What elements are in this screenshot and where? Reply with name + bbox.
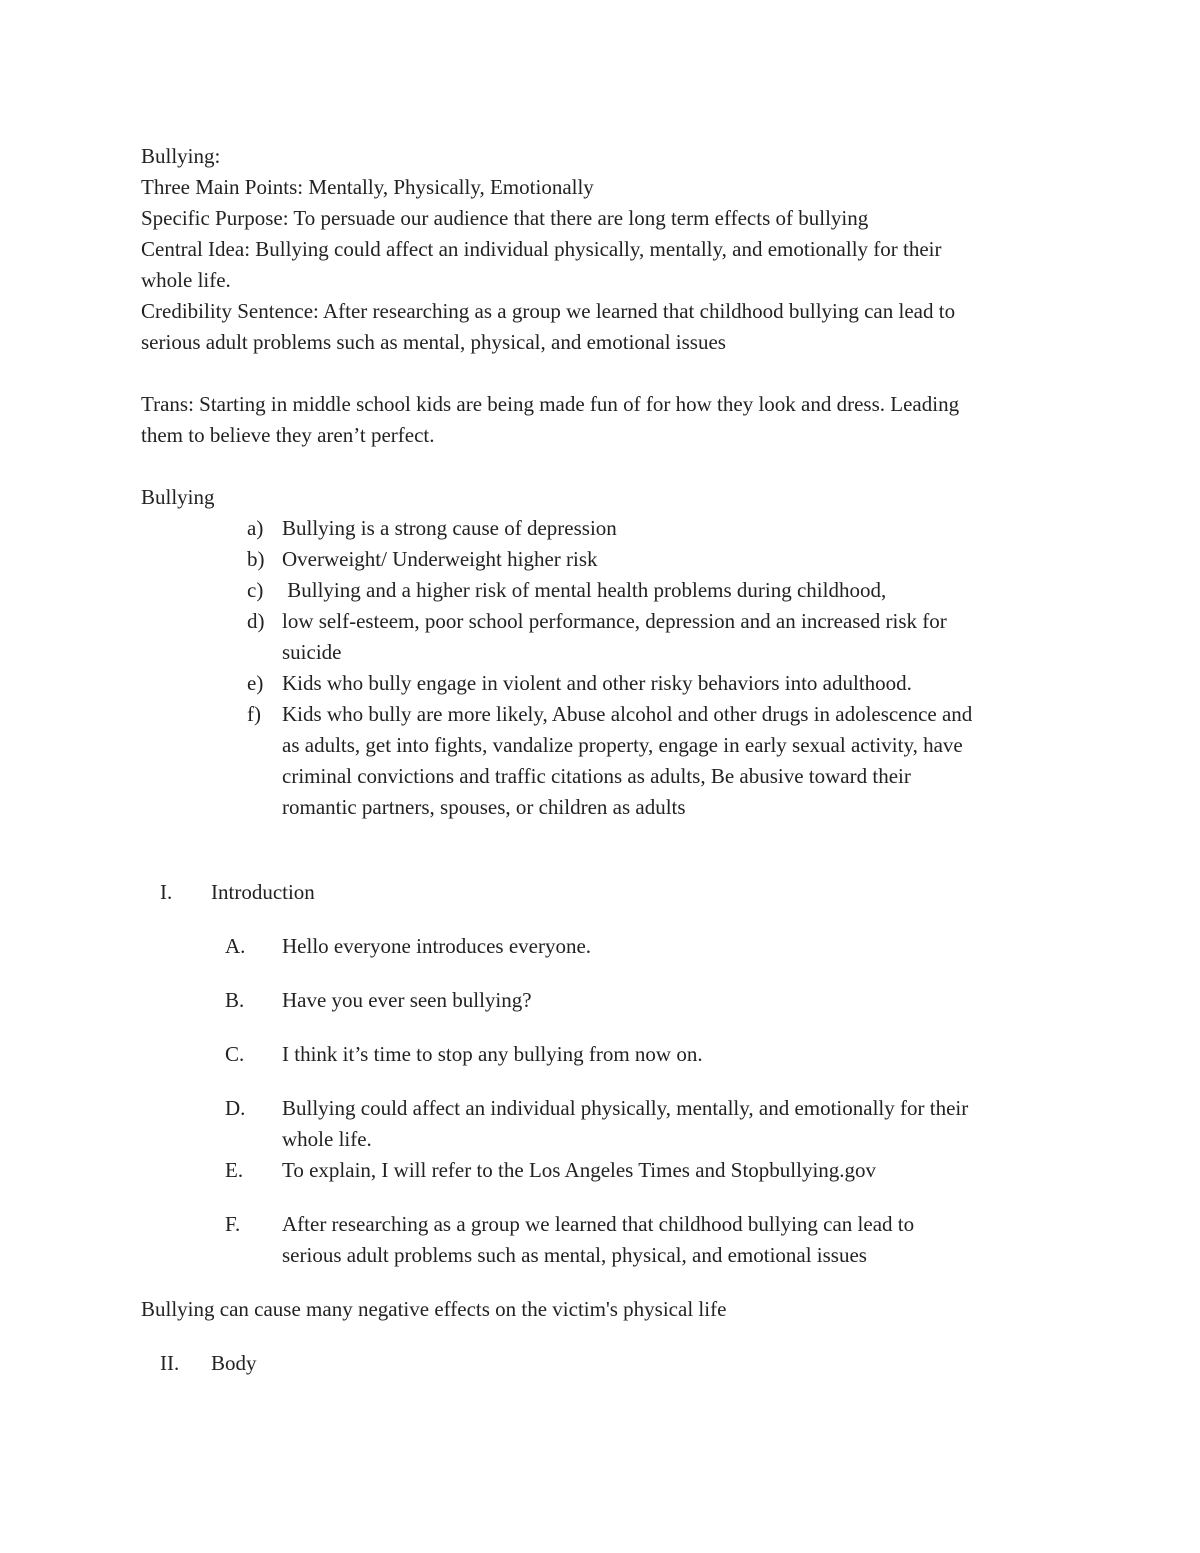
list-item-text-cont: as adults, get into fights, vandalize property, engage in early sexual activity, have [282, 733, 963, 757]
document-header [141, 141, 1071, 358]
outline-item-text: I think it’s time to stop any bullying from now on. [282, 1042, 703, 1066]
list-item [141, 513, 1071, 544]
outline-item-text: Have you ever seen bullying? [282, 988, 532, 1012]
credibility-line: Credibility Sentence: After researching as a group we learned that childhood bullying can lead to [141, 299, 956, 323]
specific-purpose-line: Specific Purpose: To persuade our audience that there are long term effects of bullying [141, 206, 869, 230]
document-title: Bullying: [141, 144, 221, 168]
list-marker: a) [247, 516, 264, 540]
bullying-section [141, 482, 1071, 823]
list-item-text: Overweight/ Underweight higher risk [282, 547, 598, 571]
list-item [141, 668, 1071, 699]
outline-heading-text: Introduction [211, 880, 315, 904]
outline-item-text-cont: serious adult problems such as mental, physical, and emotional issues [282, 1243, 867, 1267]
transition-line-cont: them to believe they aren’t perfect. [141, 423, 435, 447]
central-idea-line: Central Idea: Bullying could affect an individual physically, mentally, and emotionally for their [141, 237, 942, 261]
list-item-text: Bullying and a higher risk of mental health problems during childhood, [282, 578, 887, 602]
physical-transition-line: Bullying can cause many negative effects on the victim's physical life [141, 1297, 727, 1321]
list-marker: b) [247, 547, 265, 571]
document-page [141, 141, 1071, 1379]
outline-marker: A. [225, 934, 246, 958]
list-marker: d) [247, 609, 265, 633]
outline-body-heading [141, 1348, 1071, 1379]
list-item [141, 575, 1071, 606]
outline-marker: F. [225, 1212, 241, 1236]
outline-item-text: Hello everyone introduces everyone. [282, 934, 592, 958]
list-marker: c) [247, 578, 264, 602]
outline-item-text-cont: whole life. [282, 1127, 372, 1151]
outline-marker: D. [225, 1096, 246, 1120]
outline-item [141, 1039, 1071, 1070]
outline-marker: B. [225, 988, 245, 1012]
outline-item-text: Bullying could affect an individual physically, mentally, and emotionally for their [282, 1096, 969, 1120]
outline-item-text: After researching as a group we learned that childhood bullying can lead to [282, 1212, 915, 1236]
list-item [141, 699, 1071, 823]
outline-item [141, 1209, 1071, 1271]
outline-item [141, 985, 1071, 1016]
section-heading: Bullying [141, 485, 215, 509]
list-item-text-cont: suicide [282, 640, 342, 664]
outline-item [141, 931, 1071, 962]
outline-item [141, 1155, 1071, 1186]
list-item [141, 544, 1071, 575]
central-idea-line-cont: whole life. [141, 268, 231, 292]
credibility-line-cont: serious adult problems such as mental, physical, and emotional issues [141, 330, 726, 354]
outline-heading-text: Body [211, 1351, 257, 1375]
list-item-text: low self-esteem, poor school performance, depression and an increased risk for [282, 609, 947, 633]
bullying-list [141, 513, 1071, 823]
transition-line: Trans: Starting in middle school kids are being made fun of for how they look and dress. Leading [141, 392, 960, 416]
list-item-text: Kids who bully are more likely, Abuse alcohol and other drugs in adolescence and [282, 702, 973, 726]
outline-marker: C. [225, 1042, 245, 1066]
list-item [141, 606, 1071, 668]
list-item-text-cont: romantic partners, spouses, or children as adults [282, 795, 686, 819]
outline-item [141, 1093, 1071, 1155]
transition-paragraph [141, 389, 1071, 451]
list-item-text-cont: criminal convictions and traffic citations as adults, Be abusive toward their [282, 764, 911, 788]
list-marker: e) [247, 671, 264, 695]
list-item-text: Kids who bully engage in violent and other risky behaviors into adulthood. [282, 671, 912, 695]
main-points-line: Three Main Points: Mentally, Physically, Emotionally [141, 175, 594, 199]
list-item-text: Bullying is a strong cause of depression [282, 516, 617, 540]
outline-introduction [141, 877, 1071, 1271]
roman-marker: II. [160, 1351, 180, 1375]
outline-heading [141, 877, 1071, 908]
outline-item-text: To explain, I will refer to the Los Angeles Times and Stopbullying.gov [282, 1158, 877, 1182]
list-marker: f) [247, 702, 261, 726]
roman-marker: I. [160, 880, 173, 904]
outline-marker: E. [225, 1158, 244, 1182]
